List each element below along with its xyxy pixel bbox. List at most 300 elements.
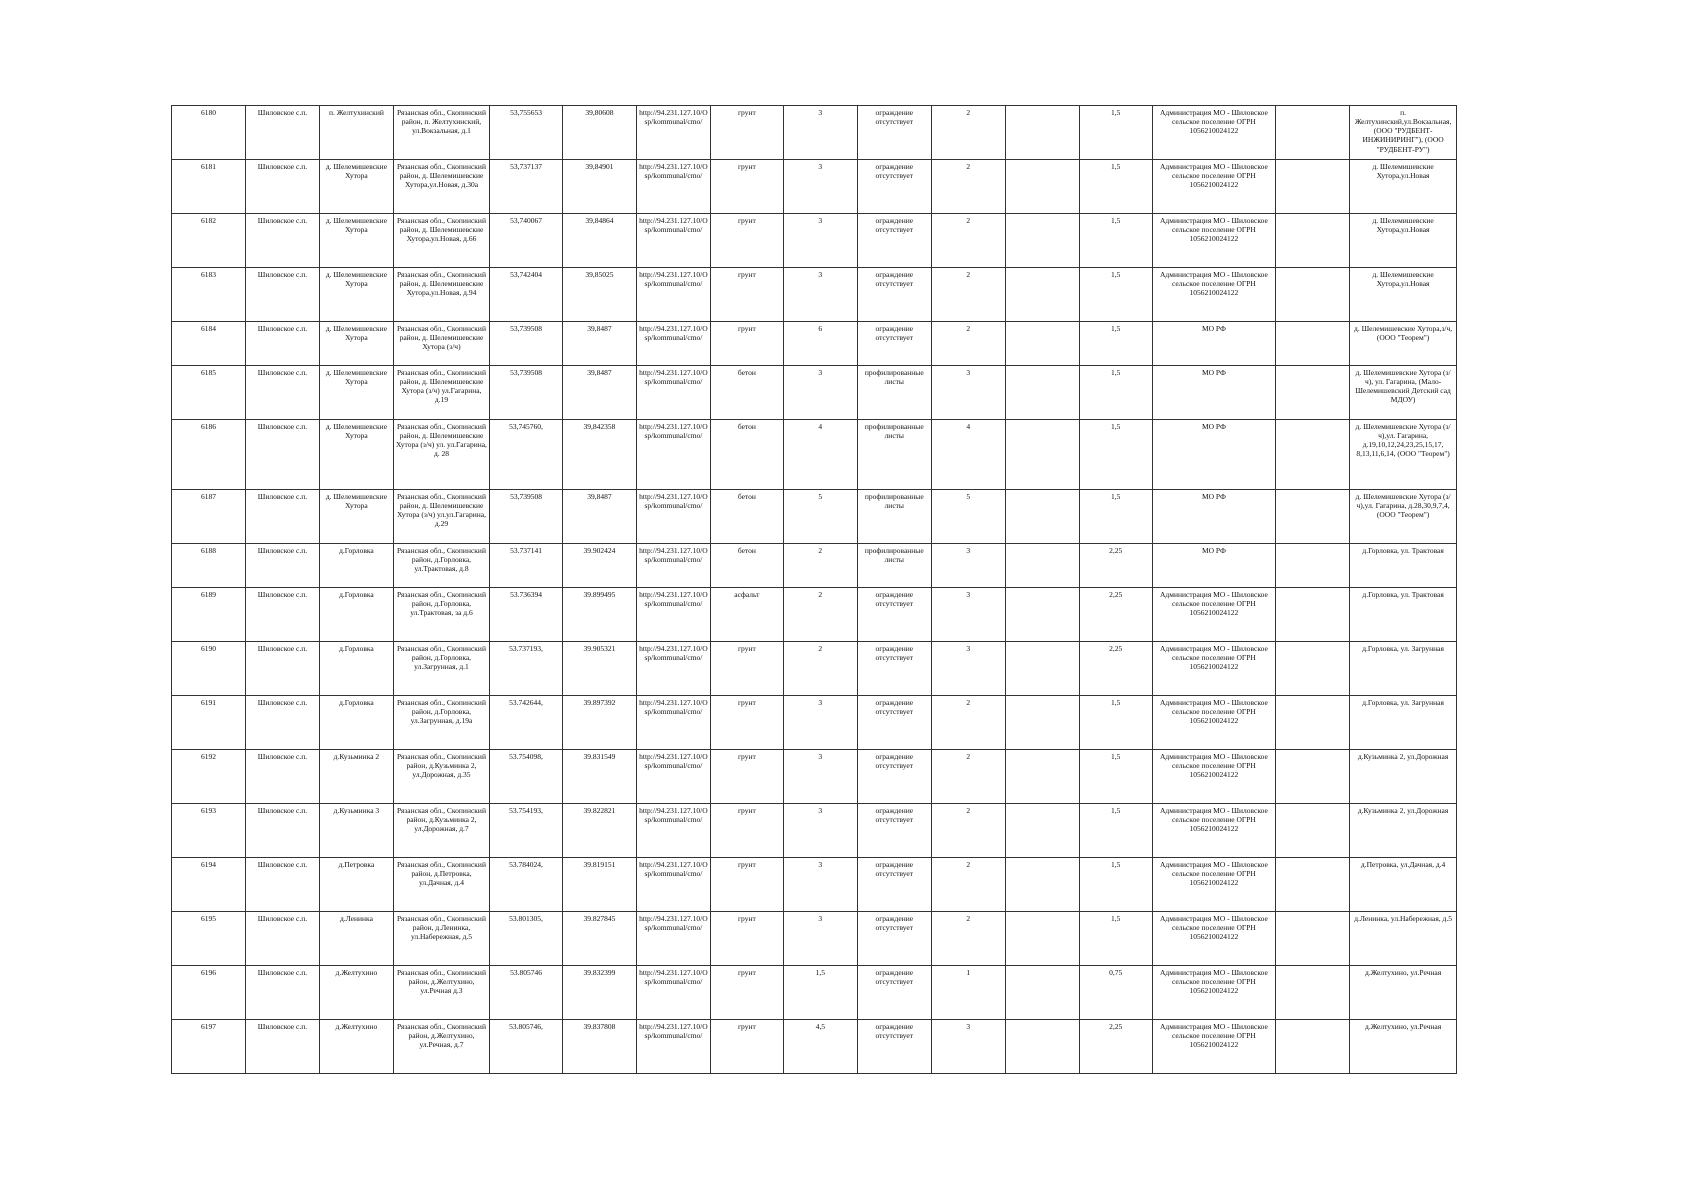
cell-sp: Шиловское с.п. (245, 588, 319, 642)
cell-sp: Шиловское с.п. (245, 750, 319, 804)
cell-owner: МО РФ (1152, 366, 1276, 420)
cell-cont: 3 (931, 588, 1005, 642)
cell-num: 6186 (172, 420, 246, 490)
cell-c15 (1276, 966, 1350, 1020)
cell-fence: ограждение отсутствует (857, 858, 931, 912)
cell-sp: Шиловское с.п. (245, 858, 319, 912)
cell-num: 6195 (172, 912, 246, 966)
cell-link: http://94.231.127.10/Osp/kommunal/cmo/ (636, 366, 710, 420)
cell-c15 (1276, 912, 1350, 966)
cell-c12 (1005, 750, 1079, 804)
cell-link: http://94.231.127.10/Osp/kommunal/cmo/ (636, 544, 710, 588)
cell-c12 (1005, 160, 1079, 214)
cell-fence: ограждение отсутствует (857, 912, 931, 966)
cell-sp: Шиловское с.п. (245, 1020, 319, 1074)
cell-owner: МО РФ (1152, 490, 1276, 544)
cell-fence: ограждение отсутствует (857, 160, 931, 214)
cell-sp: Шиловское с.п. (245, 912, 319, 966)
cell-link: http://94.231.127.10/Osp/kommunal/cmo/ (636, 214, 710, 268)
cell-lat: 53,742404 (490, 268, 563, 322)
cell-lat: 53.754193, (490, 804, 563, 858)
cell-owner: Администрация МО - Шиловское сельское поселение ОГРН 1056210024122 (1152, 106, 1276, 160)
cell-surface: грунт (710, 750, 783, 804)
cell-surface: грунт (710, 106, 783, 160)
table-row (172, 1020, 1457, 1074)
waste-sites-table (171, 105, 1457, 1074)
cell-fence: ограждение отсутствует (857, 696, 931, 750)
cell-addr: Рязанская обл., Скопинский район, д.Ленинка, ул.Набережная, д.5 (393, 912, 489, 966)
cell-vol: 0,75 (1079, 966, 1152, 1020)
cell-lon: 39.831549 (562, 750, 636, 804)
cell-cont: 2 (931, 750, 1005, 804)
cell-area: 1,5 (783, 966, 857, 1020)
cell-vol: 1,5 (1079, 750, 1152, 804)
cell-link: http://94.231.127.10/Osp/kommunal/cmo/ (636, 750, 710, 804)
cell-c15 (1276, 1020, 1350, 1074)
cell-lon: 39.827845 (562, 912, 636, 966)
cell-addr: Рязанская обл., Скопинский район, д.Горловка, ул.Трактовая, д.8 (393, 544, 489, 588)
cell-num: 6180 (172, 106, 246, 160)
cell-area: 2 (783, 642, 857, 696)
cell-link: http://94.231.127.10/Osp/kommunal/cmo/ (636, 642, 710, 696)
cell-src: д.Горловка, ул. Загрунная (1350, 696, 1457, 750)
cell-lon: 39,80608 (562, 106, 636, 160)
cell-fence: профилированные листы (857, 490, 931, 544)
table-row (172, 322, 1457, 366)
cell-sp: Шиловское с.п. (245, 642, 319, 696)
cell-surface: грунт (710, 966, 783, 1020)
cell-fence: ограждение отсутствует (857, 804, 931, 858)
cell-src: д.Желтухино, ул.Речная (1350, 1020, 1457, 1074)
cell-vol: 2,25 (1079, 1020, 1152, 1074)
cell-surface: грунт (710, 214, 783, 268)
cell-lon: 39.822821 (562, 804, 636, 858)
cell-vol: 1,5 (1079, 858, 1152, 912)
table-row (172, 214, 1457, 268)
cell-lon: 39,8487 (562, 366, 636, 420)
cell-area: 3 (783, 858, 857, 912)
cell-cont: 2 (931, 106, 1005, 160)
cell-addr: Рязанская обл., Скопинский район, д.Кузьминка 2, ул.Дорожная, д.35 (393, 750, 489, 804)
cell-addr: Рязанская обл., Скопинский район, д.Горловка, ул.Загрунная, д.19а (393, 696, 489, 750)
cell-src: д.Горловка, ул. Трактовая (1350, 588, 1457, 642)
cell-surface: бетон (710, 366, 783, 420)
cell-sp: Шиловское с.п. (245, 366, 319, 420)
cell-lon: 39,85025 (562, 268, 636, 322)
cell-link: http://94.231.127.10/Osp/kommunal/cmo/ (636, 966, 710, 1020)
cell-lon: 39.902424 (562, 544, 636, 588)
cell-num: 6197 (172, 1020, 246, 1074)
cell-link: http://94.231.127.10/Osp/kommunal/cmo/ (636, 420, 710, 490)
cell-lat: 53,739508 (490, 322, 563, 366)
cell-vol: 2,25 (1079, 588, 1152, 642)
cell-vol: 1,5 (1079, 912, 1152, 966)
cell-lon: 39.897392 (562, 696, 636, 750)
cell-src: д. Шелемишевские Хутора,ул.Новая (1350, 214, 1457, 268)
cell-fence: ограждение отсутствует (857, 642, 931, 696)
cell-owner: Администрация МО - Шиловское сельское поселение ОГРН 1056210024122 (1152, 912, 1276, 966)
cell-addr: Рязанская обл., Скопинский район, д.Петровка, ул.Дачная, д.4 (393, 858, 489, 912)
cell-np: д. Шелемишевские Хутора (319, 268, 393, 322)
cell-lat: 53.754098, (490, 750, 563, 804)
cell-owner: МО РФ (1152, 420, 1276, 490)
cell-np: п. Желтухинский (319, 106, 393, 160)
cell-owner: Администрация МО - Шиловское сельское поселение ОГРН 1056210024122 (1152, 804, 1276, 858)
cell-surface: грунт (710, 160, 783, 214)
cell-np: д. Шелемишевские Хутора (319, 160, 393, 214)
cell-cont: 3 (931, 366, 1005, 420)
cell-num: 6182 (172, 214, 246, 268)
cell-cont: 2 (931, 804, 1005, 858)
cell-np: д.Кузьминка 3 (319, 804, 393, 858)
cell-fence: ограждение отсутствует (857, 966, 931, 1020)
cell-c15 (1276, 750, 1350, 804)
cell-fence: профилированные листы (857, 544, 931, 588)
table-row (172, 642, 1457, 696)
cell-addr: Рязанская обл., Скопинский район, д.Желтухино, ул.Речная д.3 (393, 966, 489, 1020)
cell-owner: Администрация МО - Шиловское сельское поселение ОГРН 1056210024122 (1152, 160, 1276, 214)
cell-addr: Рязанская обл., Скопинский район, д.Горловка, ул.Загрунная, д.1 (393, 642, 489, 696)
cell-surface: грунт (710, 1020, 783, 1074)
cell-cont: 2 (931, 160, 1005, 214)
table-row (172, 106, 1457, 160)
cell-owner: МО РФ (1152, 544, 1276, 588)
cell-owner: Администрация МО - Шиловское сельское поселение ОГРН 1056210024122 (1152, 268, 1276, 322)
cell-np: д. Шелемишевские Хутора (319, 490, 393, 544)
cell-src: д.Желтухино, ул.Речная (1350, 966, 1457, 1020)
cell-addr: Рязанская обл., Скопинский район, д.Горловка, ул.Трактовая, за д.6 (393, 588, 489, 642)
cell-np: д.Петровка (319, 858, 393, 912)
cell-num: 6187 (172, 490, 246, 544)
cell-src: д.Ленинка, ул.Набережная, д.5 (1350, 912, 1457, 966)
cell-vol: 1,5 (1079, 268, 1152, 322)
cell-num: 6196 (172, 966, 246, 1020)
cell-c12 (1005, 1020, 1079, 1074)
cell-lon: 39,842358 (562, 420, 636, 490)
cell-lat: 53,739508 (490, 490, 563, 544)
cell-cont: 2 (931, 696, 1005, 750)
cell-surface: бетон (710, 420, 783, 490)
cell-c15 (1276, 642, 1350, 696)
cell-num: 6193 (172, 804, 246, 858)
cell-fence: ограждение отсутствует (857, 214, 931, 268)
table-row (172, 912, 1457, 966)
cell-area: 3 (783, 696, 857, 750)
cell-c15 (1276, 858, 1350, 912)
table-row (172, 750, 1457, 804)
cell-fence: профилированные листы (857, 366, 931, 420)
cell-num: 6188 (172, 544, 246, 588)
cell-lon: 39.832399 (562, 966, 636, 1020)
cell-c12 (1005, 588, 1079, 642)
cell-num: 6191 (172, 696, 246, 750)
cell-owner: Администрация МО - Шиловское сельское поселение ОГРН 1056210024122 (1152, 696, 1276, 750)
cell-sp: Шиловское с.п. (245, 544, 319, 588)
cell-num: 6192 (172, 750, 246, 804)
cell-addr: Рязанская обл., Скопинский район, д. Шелемишевские Хутора (з/ч) ул.ул.Гагарина, д.29 (393, 490, 489, 544)
cell-c12 (1005, 966, 1079, 1020)
cell-c12 (1005, 696, 1079, 750)
cell-fence: ограждение отсутствует (857, 750, 931, 804)
cell-c15 (1276, 322, 1350, 366)
cell-c12 (1005, 642, 1079, 696)
cell-num: 6185 (172, 366, 246, 420)
cell-owner: Администрация МО - Шиловское сельское поселение ОГРН 1056210024122 (1152, 858, 1276, 912)
cell-cont: 3 (931, 544, 1005, 588)
cell-owner: Администрация МО - Шиловское сельское поселение ОГРН 1056210024122 (1152, 642, 1276, 696)
cell-c12 (1005, 214, 1079, 268)
cell-owner: Администрация МО - Шиловское сельское поселение ОГРН 1056210024122 (1152, 750, 1276, 804)
cell-link: http://94.231.127.10/Osp/kommunal/cmo/ (636, 160, 710, 214)
cell-c15 (1276, 490, 1350, 544)
cell-sp: Шиловское с.п. (245, 966, 319, 1020)
cell-lat: 53.736394 (490, 588, 563, 642)
cell-lat: 53.801305, (490, 912, 563, 966)
cell-lat: 53.784024, (490, 858, 563, 912)
cell-c12 (1005, 366, 1079, 420)
table-row (172, 696, 1457, 750)
cell-c12 (1005, 858, 1079, 912)
cell-lat: 53,739508 (490, 366, 563, 420)
cell-c15 (1276, 544, 1350, 588)
cell-area: 6 (783, 322, 857, 366)
cell-cont: 2 (931, 858, 1005, 912)
cell-num: 6184 (172, 322, 246, 366)
cell-vol: 1,5 (1079, 322, 1152, 366)
cell-np: д. Шелемишевские Хутора (319, 420, 393, 490)
cell-surface: грунт (710, 322, 783, 366)
cell-np: д.Ленинка (319, 912, 393, 966)
cell-sp: Шиловское с.п. (245, 214, 319, 268)
cell-area: 3 (783, 268, 857, 322)
cell-c12 (1005, 544, 1079, 588)
cell-np: д.Горловка (319, 588, 393, 642)
cell-c15 (1276, 696, 1350, 750)
cell-np: д.Горловка (319, 696, 393, 750)
cell-vol: 2,25 (1079, 544, 1152, 588)
cell-num: 6183 (172, 268, 246, 322)
table-row (172, 490, 1457, 544)
cell-link: http://94.231.127.10/Osp/kommunal/cmo/ (636, 268, 710, 322)
cell-np: д.Желтухино (319, 966, 393, 1020)
cell-owner: МО РФ (1152, 322, 1276, 366)
cell-fence: ограждение отсутствует (857, 268, 931, 322)
cell-lon: 39,84901 (562, 160, 636, 214)
cell-cont: 2 (931, 214, 1005, 268)
cell-src: п. Желтухинский,ул.Вокзальная, (ООО "РУДБЕНТ-ИНЖИНИРИНГ"), (ООО "РУДБЕНТ-РУ") (1350, 106, 1457, 160)
cell-vol: 1,5 (1079, 214, 1152, 268)
table-row (172, 858, 1457, 912)
cell-surface: бетон (710, 544, 783, 588)
cell-link: http://94.231.127.10/Osp/kommunal/cmo/ (636, 696, 710, 750)
cell-lat: 53.737141 (490, 544, 563, 588)
cell-np: д. Шелемишевские Хутора (319, 366, 393, 420)
cell-sp: Шиловское с.п. (245, 322, 319, 366)
cell-addr: Рязанская обл., Скопинский район, д. Шелемишевские Хутора,ул.Новая, д.66 (393, 214, 489, 268)
table-row (172, 588, 1457, 642)
cell-surface: грунт (710, 912, 783, 966)
cell-addr: Рязанская обл., Скопинский район, д. Шелемишевские Хутора,ул.Новая, д.30а (393, 160, 489, 214)
cell-src: д. Шелемишевские Хутора,ул.Новая (1350, 160, 1457, 214)
cell-vol: 1,5 (1079, 420, 1152, 490)
cell-cont: 5 (931, 490, 1005, 544)
cell-lat: 53,737137 (490, 160, 563, 214)
cell-vol: 1,5 (1079, 366, 1152, 420)
cell-lat: 53.805746 (490, 966, 563, 1020)
cell-vol: 1,5 (1079, 696, 1152, 750)
cell-owner: Администрация МО - Шиловское сельское поселение ОГРН 1056210024122 (1152, 1020, 1276, 1074)
cell-src: д.Горловка, ул. Загрунная (1350, 642, 1457, 696)
table-row (172, 804, 1457, 858)
cell-c15 (1276, 420, 1350, 490)
cell-np: д.Горловка (319, 642, 393, 696)
cell-surface: грунт (710, 696, 783, 750)
cell-num: 6189 (172, 588, 246, 642)
table-row (172, 160, 1457, 214)
cell-lon: 39,8487 (562, 490, 636, 544)
cell-sp: Шиловское с.п. (245, 160, 319, 214)
table-row (172, 966, 1457, 1020)
cell-cont: 3 (931, 1020, 1005, 1074)
cell-src: д. Шелемишевские Хутора (з/ч),ул. Гагарина, д.19,10,12,24,23,25,15,17, 8,13,11,6,14, (ООО "Теорем") (1350, 420, 1457, 490)
cell-src: д.Кузьминка 2, ул.Дорожная (1350, 804, 1457, 858)
cell-link: http://94.231.127.10/Osp/kommunal/cmo/ (636, 322, 710, 366)
cell-addr: Рязанская обл., Скопинский район, д. Шелемишевские Хутора,ул.Новая, д.94 (393, 268, 489, 322)
table-row (172, 420, 1457, 490)
cell-np: д. Шелемишевские Хутора (319, 322, 393, 366)
cell-link: http://94.231.127.10/Osp/kommunal/cmo/ (636, 106, 710, 160)
cell-lat: 53.805746, (490, 1020, 563, 1074)
cell-src: д.Кузьминка 2, ул.Дорожная (1350, 750, 1457, 804)
cell-lon: 39,84864 (562, 214, 636, 268)
cell-cont: 2 (931, 268, 1005, 322)
cell-np: д.Желтухино (319, 1020, 393, 1074)
cell-link: http://94.231.127.10/Osp/kommunal/cmo/ (636, 490, 710, 544)
cell-area: 5 (783, 490, 857, 544)
cell-area: 2 (783, 588, 857, 642)
cell-area: 4 (783, 420, 857, 490)
cell-cont: 3 (931, 642, 1005, 696)
cell-area: 3 (783, 750, 857, 804)
cell-c15 (1276, 214, 1350, 268)
table-row (172, 268, 1457, 322)
cell-fence: профилированные листы (857, 420, 931, 490)
cell-addr: Рязанская обл., Скопинский район, д.Желтухино, ул.Речная, д.7 (393, 1020, 489, 1074)
cell-src: д.Горловка, ул. Трактовая (1350, 544, 1457, 588)
cell-owner: Администрация МО - Шиловское сельское поселение ОГРН 1056210024122 (1152, 966, 1276, 1020)
cell-fence: ограждение отсутствует (857, 106, 931, 160)
cell-link: http://94.231.127.10/Osp/kommunal/cmo/ (636, 912, 710, 966)
cell-c12 (1005, 490, 1079, 544)
cell-sp: Шиловское с.п. (245, 804, 319, 858)
cell-surface: грунт (710, 268, 783, 322)
cell-vol: 1,5 (1079, 106, 1152, 160)
cell-np: д.Кузьминка 2 (319, 750, 393, 804)
cell-area: 3 (783, 106, 857, 160)
cell-sp: Шиловское с.п. (245, 490, 319, 544)
cell-lon: 39.905321 (562, 642, 636, 696)
cell-owner: Администрация МО - Шиловское сельское поселение ОГРН 1056210024122 (1152, 214, 1276, 268)
cell-sp: Шиловское с.п. (245, 420, 319, 490)
cell-c15 (1276, 588, 1350, 642)
cell-c12 (1005, 322, 1079, 366)
cell-addr: Рязанская обл., Скопинский район, д. Шелемишевские Хутора (з/ч) ул. ул.Гагарина, д. 28 (393, 420, 489, 490)
cell-link: http://94.231.127.10/Osp/kommunal/cmo/ (636, 588, 710, 642)
cell-vol: 1,5 (1079, 804, 1152, 858)
cell-lon: 39.819151 (562, 858, 636, 912)
cell-area: 4,5 (783, 1020, 857, 1074)
cell-link: http://94.231.127.10/Osp/kommunal/cmo/ (636, 858, 710, 912)
cell-lat: 53,755653 (490, 106, 563, 160)
cell-surface: бетон (710, 490, 783, 544)
cell-src: д.Петровка, ул.Дачная, д.4 (1350, 858, 1457, 912)
cell-c12 (1005, 106, 1079, 160)
cell-src: д. Шелемишевские Хутора,з/ч, (ООО "Теорем") (1350, 322, 1457, 366)
cell-c15 (1276, 366, 1350, 420)
cell-surface: грунт (710, 858, 783, 912)
cell-link: http://94.231.127.10/Osp/kommunal/cmo/ (636, 804, 710, 858)
cell-num: 6181 (172, 160, 246, 214)
cell-c15 (1276, 106, 1350, 160)
cell-surface: грунт (710, 642, 783, 696)
cell-lat: 53.742644, (490, 696, 563, 750)
cell-cont: 2 (931, 912, 1005, 966)
cell-area: 3 (783, 912, 857, 966)
cell-fence: ограждение отсутствует (857, 588, 931, 642)
cell-c15 (1276, 160, 1350, 214)
cell-cont: 2 (931, 322, 1005, 366)
cell-owner: Администрация МО - Шиловское сельское поселение ОГРН 1056210024122 (1152, 588, 1276, 642)
cell-lon: 39.899495 (562, 588, 636, 642)
cell-area: 2 (783, 544, 857, 588)
cell-area: 3 (783, 366, 857, 420)
cell-lon: 39,8487 (562, 322, 636, 366)
cell-addr: Рязанская обл., Скопинский район, д. Шелемишевские Хутора (з/ч) ул.Гагарина, д.19 (393, 366, 489, 420)
cell-c15 (1276, 804, 1350, 858)
cell-lat: 53,740067 (490, 214, 563, 268)
cell-src: д. Шелемишевские Хутора,ул.Новая (1350, 268, 1457, 322)
cell-c12 (1005, 268, 1079, 322)
cell-sp: Шиловское с.п. (245, 106, 319, 160)
cell-vol: 2,25 (1079, 642, 1152, 696)
cell-src: д. Шелемишевские Хутора (з/ч), ул. Гагарина, (Мало-Шелемишевский Детский сад МДОУ) (1350, 366, 1457, 420)
cell-src: д. Шелемишевские Хутора (з/ч),ул. Гагарина, д.28,30,9,7,4, (ООО "Теорем") (1350, 490, 1457, 544)
cell-fence: ограждение отсутствует (857, 322, 931, 366)
cell-surface: асфальт (710, 588, 783, 642)
table-row (172, 366, 1457, 420)
cell-addr: Рязанская обл., Скопинский район, д.Кузьминка 2, ул.Дорожная, д.7 (393, 804, 489, 858)
cell-sp: Шиловское с.п. (245, 268, 319, 322)
cell-c12 (1005, 912, 1079, 966)
cell-surface: грунт (710, 804, 783, 858)
cell-num: 6190 (172, 642, 246, 696)
cell-area: 3 (783, 214, 857, 268)
cell-vol: 1,5 (1079, 160, 1152, 214)
cell-cont: 1 (931, 966, 1005, 1020)
cell-vol: 1,5 (1079, 490, 1152, 544)
cell-area: 3 (783, 804, 857, 858)
cell-c12 (1005, 420, 1079, 490)
cell-addr: Рязанская обл., Скопинский район, д. Шелемишевские Хутора (з/ч) (393, 322, 489, 366)
cell-lat: 53,745760, (490, 420, 563, 490)
cell-sp: Шиловское с.п. (245, 696, 319, 750)
table-row (172, 544, 1457, 588)
cell-c12 (1005, 804, 1079, 858)
cell-np: д. Шелемишевские Хутора (319, 214, 393, 268)
cell-lat: 53.737193, (490, 642, 563, 696)
cell-num: 6194 (172, 858, 246, 912)
cell-area: 3 (783, 160, 857, 214)
